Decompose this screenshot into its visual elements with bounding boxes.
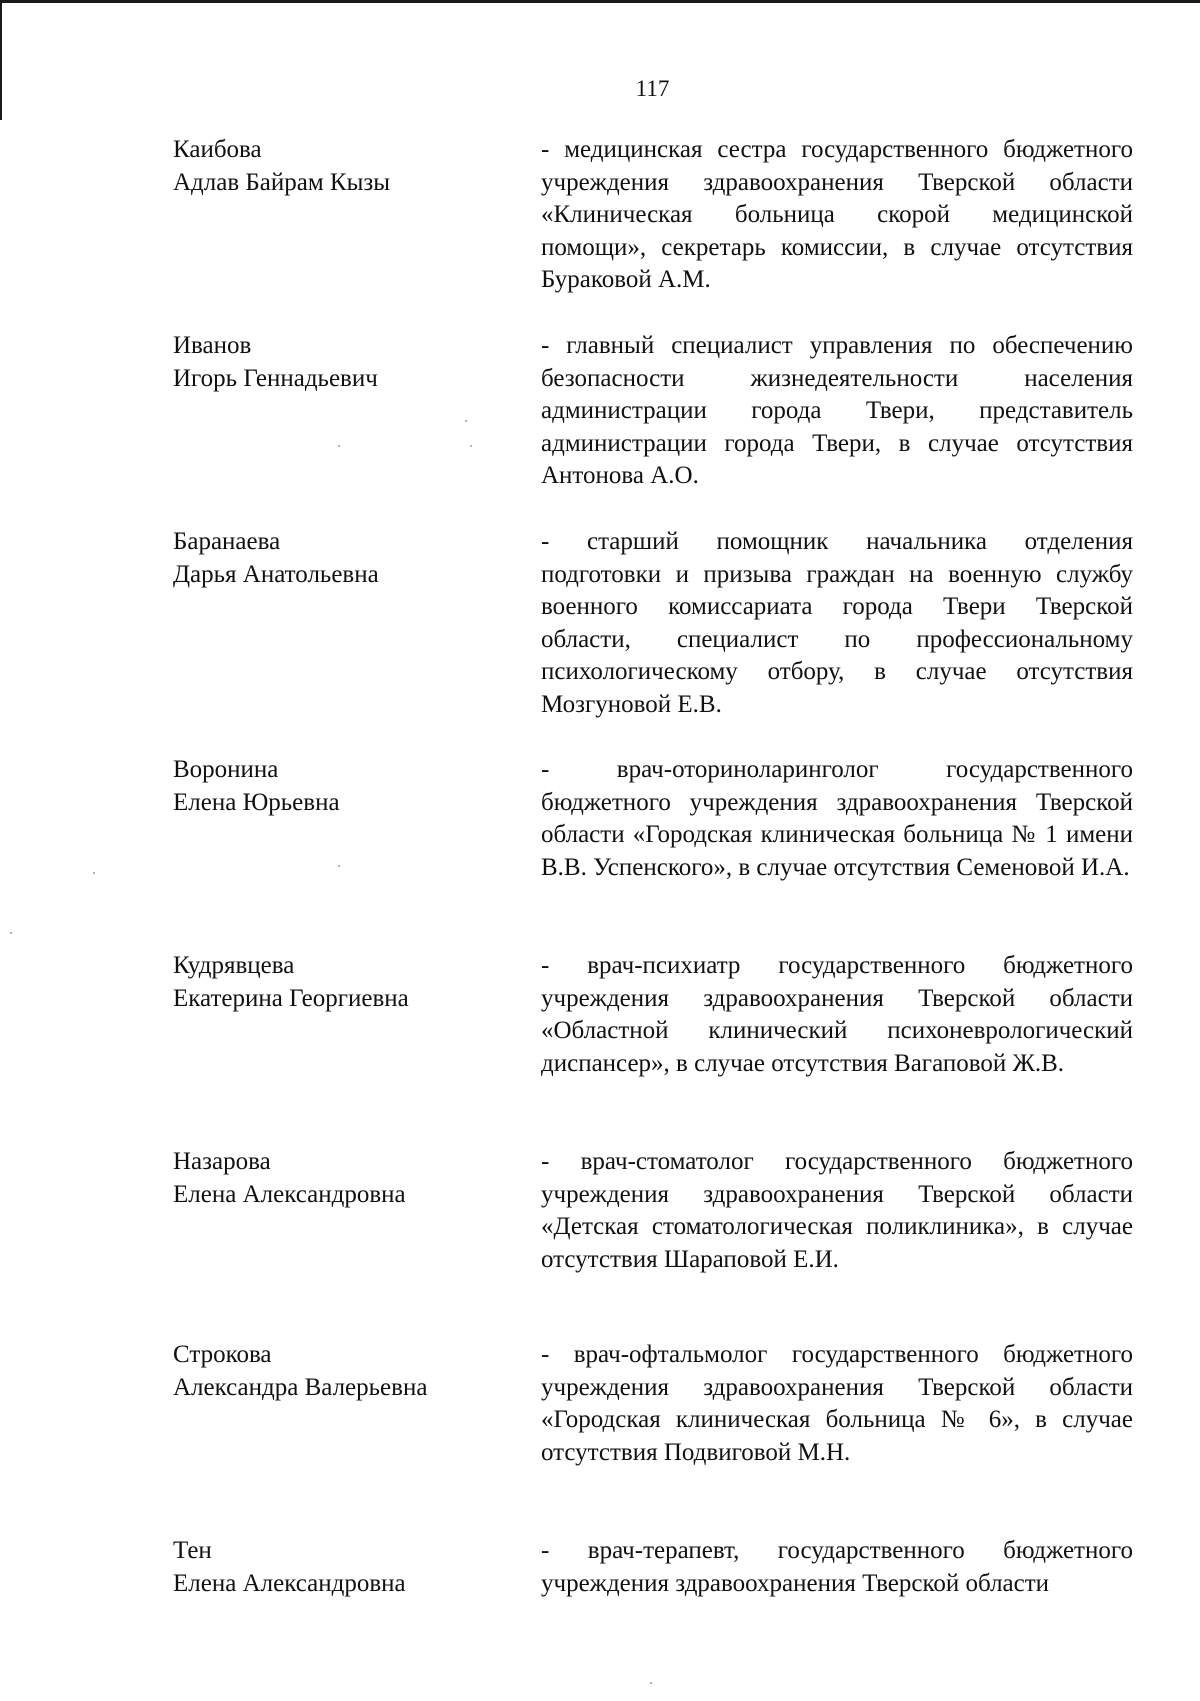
member-position: - старший помощник начальника отделения подготовки и призыва граждан на военную службу военного комиссариата города Твери Тверской области, специалист по профессиональному психологическому отбору, в случае отсутствия Мозгуновой Е.В. (541, 528, 1133, 718)
member-surname: Каибова (173, 136, 262, 163)
member-surname: Баранаева (173, 528, 281, 555)
member-surname: Тен (173, 1537, 212, 1564)
member-position: - врач-оториноларинголог государственного бюджетного учреждения здравоохранения Тверской области «Городская клиническая больница № 1 имени В.В. Успенского», в случае отсутствия Семеновой И.А. (541, 756, 1133, 881)
member-given-names: Елена Александровна (173, 1569, 406, 1597)
member-name (173, 1146, 503, 1211)
member-position: - врач-офтальмолог государственного бюджетного учреждения здравоохранения Тверской области «Городская клиническая больница № 6», в случае отсутствия Подвиговой М.Н. (541, 1341, 1133, 1466)
scan-edge-left (0, 0, 2, 120)
member-surname: Назарова (173, 1148, 271, 1175)
member-name (173, 330, 503, 395)
member-given-names: Александра Валерьевна (173, 1373, 428, 1401)
member-name (173, 1535, 503, 1600)
member-surname: Воронина (173, 756, 279, 783)
member-surname: Кудрявцева (173, 952, 295, 979)
member-position: - врач-психиатр государственного бюджетного учреждения здравоохранения Тверской области «Областной клинический психоневрологический диспансер», в случае отсутствия Вагаповой Ж.В. (541, 952, 1133, 1077)
scan-speck (10, 932, 12, 934)
member-given-names: Екатерина Георгиевна (173, 984, 409, 1012)
member-given-names: Елена Александровна (173, 1180, 406, 1208)
page-number: 117 (635, 76, 670, 101)
member-given-names: Елена Юрьевна (173, 788, 340, 816)
member-name (173, 134, 503, 199)
scan-speck (93, 872, 95, 874)
member-given-names: Игорь Геннадьевич (173, 364, 378, 392)
scan-speck (470, 445, 472, 447)
member-position: - главный специалист управления по обеспечению безопасности жизнедеятельности населения администрации города Твери, представитель администрации города Твери, в случае отсутствия Антонова А.О. (541, 332, 1133, 489)
member-name (173, 950, 503, 1015)
scan-speck (338, 865, 340, 867)
scan-speck (338, 445, 340, 447)
scan-edge-top (0, 0, 1200, 3)
scan-speck (650, 1682, 652, 1684)
member-surname: Строкова (173, 1341, 272, 1368)
member-surname: Иванов (173, 332, 252, 359)
member-position: - врач-терапевт, государственного бюджетного учреждения здравоохранения Тверской области (541, 1537, 1133, 1597)
member-position: - врач-стоматолог государственного бюджетного учреждения здравоохранения Тверской области «Детская стоматологическая поликлиника», в случае отсутствия Шараповой Е.И. (541, 1148, 1133, 1273)
member-name (173, 754, 503, 819)
member-given-names: Адлав Байрам Кызы (173, 168, 391, 196)
member-name (173, 1339, 503, 1404)
scan-speck (465, 420, 467, 422)
member-name (173, 526, 503, 591)
member-position: - медицинская сестра государственного бюджетного учреждения здравоохранения Тверской области «Клиническая больница скорой медицинской помощи», секретарь комиссии, в случае отсутствия Бураковой А.М. (541, 136, 1133, 293)
member-given-names: Дарья Анатольевна (173, 560, 379, 588)
